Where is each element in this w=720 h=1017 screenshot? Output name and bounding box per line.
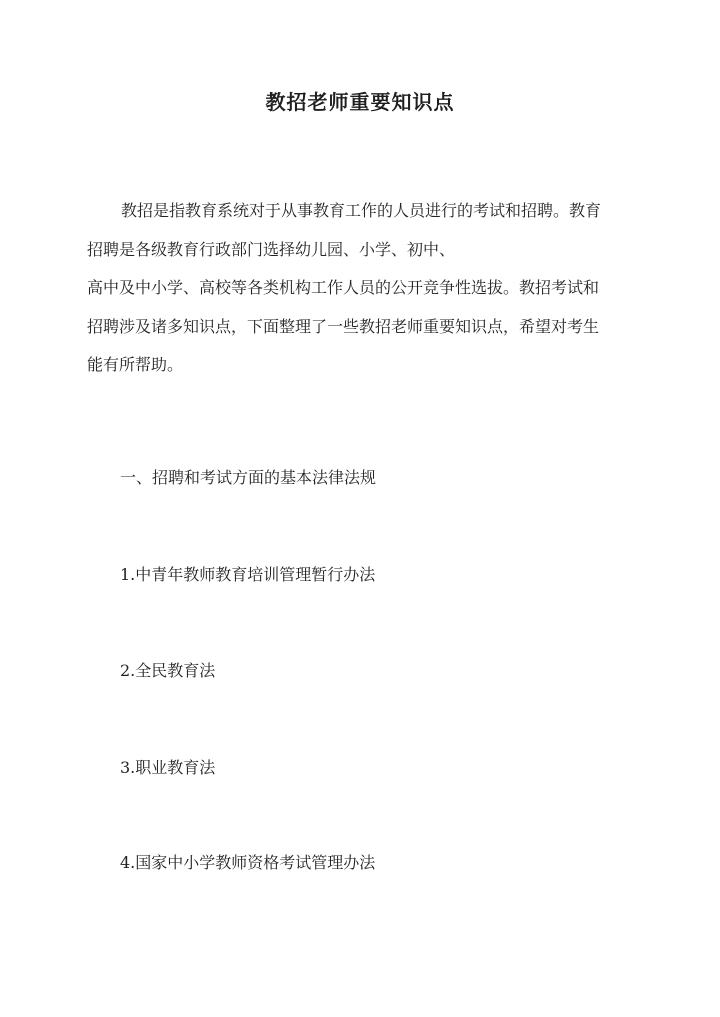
- document-title: 教招老师重要知识点: [265, 90, 455, 114]
- intro-line: 招聘是各级教育行政部门选择幼儿园、小学、初中、: [87, 239, 456, 259]
- law-list-item: 3.职业教育法: [120, 758, 216, 777]
- intro-line: 教招是指教育系统对于从事教育工作的人员进行的考试和招聘。教育: [121, 201, 602, 220]
- intro-line: 招聘涉及诸多知识点，下面整理了一些教招老师重要知识点，希望对考生: [87, 316, 600, 336]
- intro-line: 高中及中小学、高校等各类机构工作人员的公开竞争性选拔。教招考试和: [87, 278, 600, 297]
- intro-line: 能有所帮助。: [87, 355, 184, 374]
- law-list-item: 1.中青年教师教育培训管理暂行办法: [120, 565, 376, 584]
- law-list-item: 4.国家中小学教师资格考试管理办法: [120, 853, 376, 872]
- section-heading: 一、招聘和考试方面的基本法律法规: [120, 468, 377, 487]
- law-list-item: 2.全民教育法: [120, 661, 216, 680]
- intro-paragraph: [87, 192, 637, 385]
